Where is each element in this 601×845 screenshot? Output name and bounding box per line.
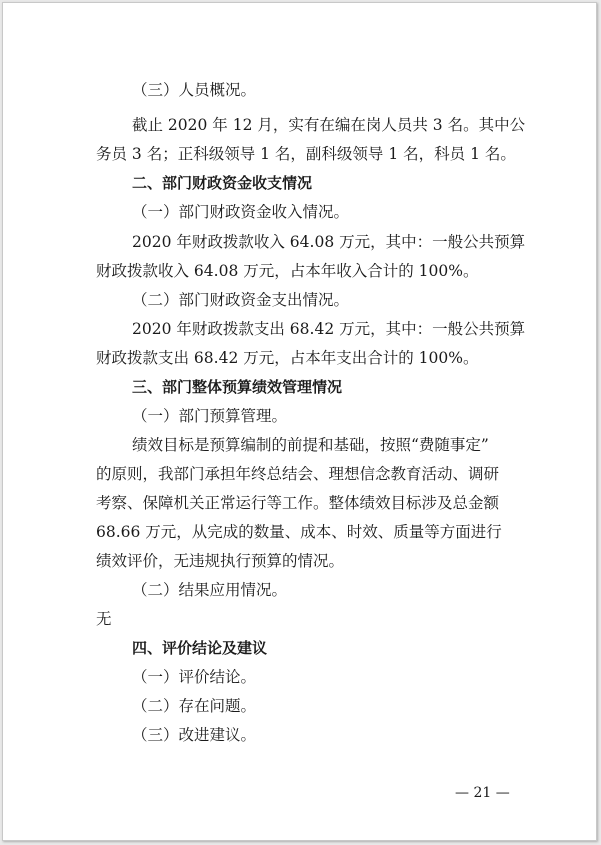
paragraph-line: 68.66 万元，从完成的数量、成本、时效、质量等方面进行 [96, 523, 502, 541]
paragraph-line: 截止 2020 年 12 月，实有在编在岗人员共 3 名。其中公 [132, 116, 526, 134]
subheading-suggestions: （三）改进建议。 [132, 726, 257, 744]
paragraph-line: 财政拨款收入 64.08 万元，占本年收入合计的 100%。 [96, 262, 479, 280]
paragraph-line: 绩效目标是预算编制的前提和基础，按照“费随事定” [132, 436, 489, 454]
paragraph-line: 考察、保障机关正常运行等工作。整体绩效目标涉及总金额 [96, 494, 500, 512]
subheading-income: （一）部门财政资金收入情况。 [132, 203, 350, 221]
paragraph-line: 的原则，我部门承担年终总结会、理想信念教育活动、调研 [96, 465, 500, 483]
paragraph-line: 无 [96, 610, 112, 628]
page-number: — 21 — [455, 785, 510, 801]
subheading-result-application: （二）结果应用情况。 [132, 581, 288, 599]
section-heading-3: 三、部门整体预算绩效管理情况 [132, 378, 343, 396]
section-heading-4: 四、评价结论及建议 [132, 639, 268, 657]
paragraph-line: 务员 3 名；正科级领导 1 名，副科级领导 1 名，科员 1 名。 [96, 145, 516, 163]
paragraph-line: 2020 年财政拨款支出 68.42 万元，其中：一般公共预算 [132, 320, 526, 338]
document-page [2, 2, 597, 841]
subheading-personnel-overview: （三）人员概况。 [132, 81, 257, 99]
paragraph-line: 绩效评价，无违规执行预算的情况。 [96, 552, 345, 570]
paragraph-line: 2020 年财政拨款收入 64.08 万元，其中：一般公共预算 [132, 233, 526, 251]
paragraph-line: 财政拨款支出 68.42 万元，占本年支出合计的 100%。 [96, 349, 479, 367]
section-heading-2: 二、部门财政资金收支情况 [132, 174, 313, 192]
subheading-problems: （二）存在问题。 [132, 697, 257, 715]
subheading-budget-management: （一）部门预算管理。 [132, 407, 288, 425]
subheading-expenditure: （二）部门财政资金支出情况。 [132, 291, 350, 309]
subheading-conclusion: （一）评价结论。 [132, 668, 257, 686]
